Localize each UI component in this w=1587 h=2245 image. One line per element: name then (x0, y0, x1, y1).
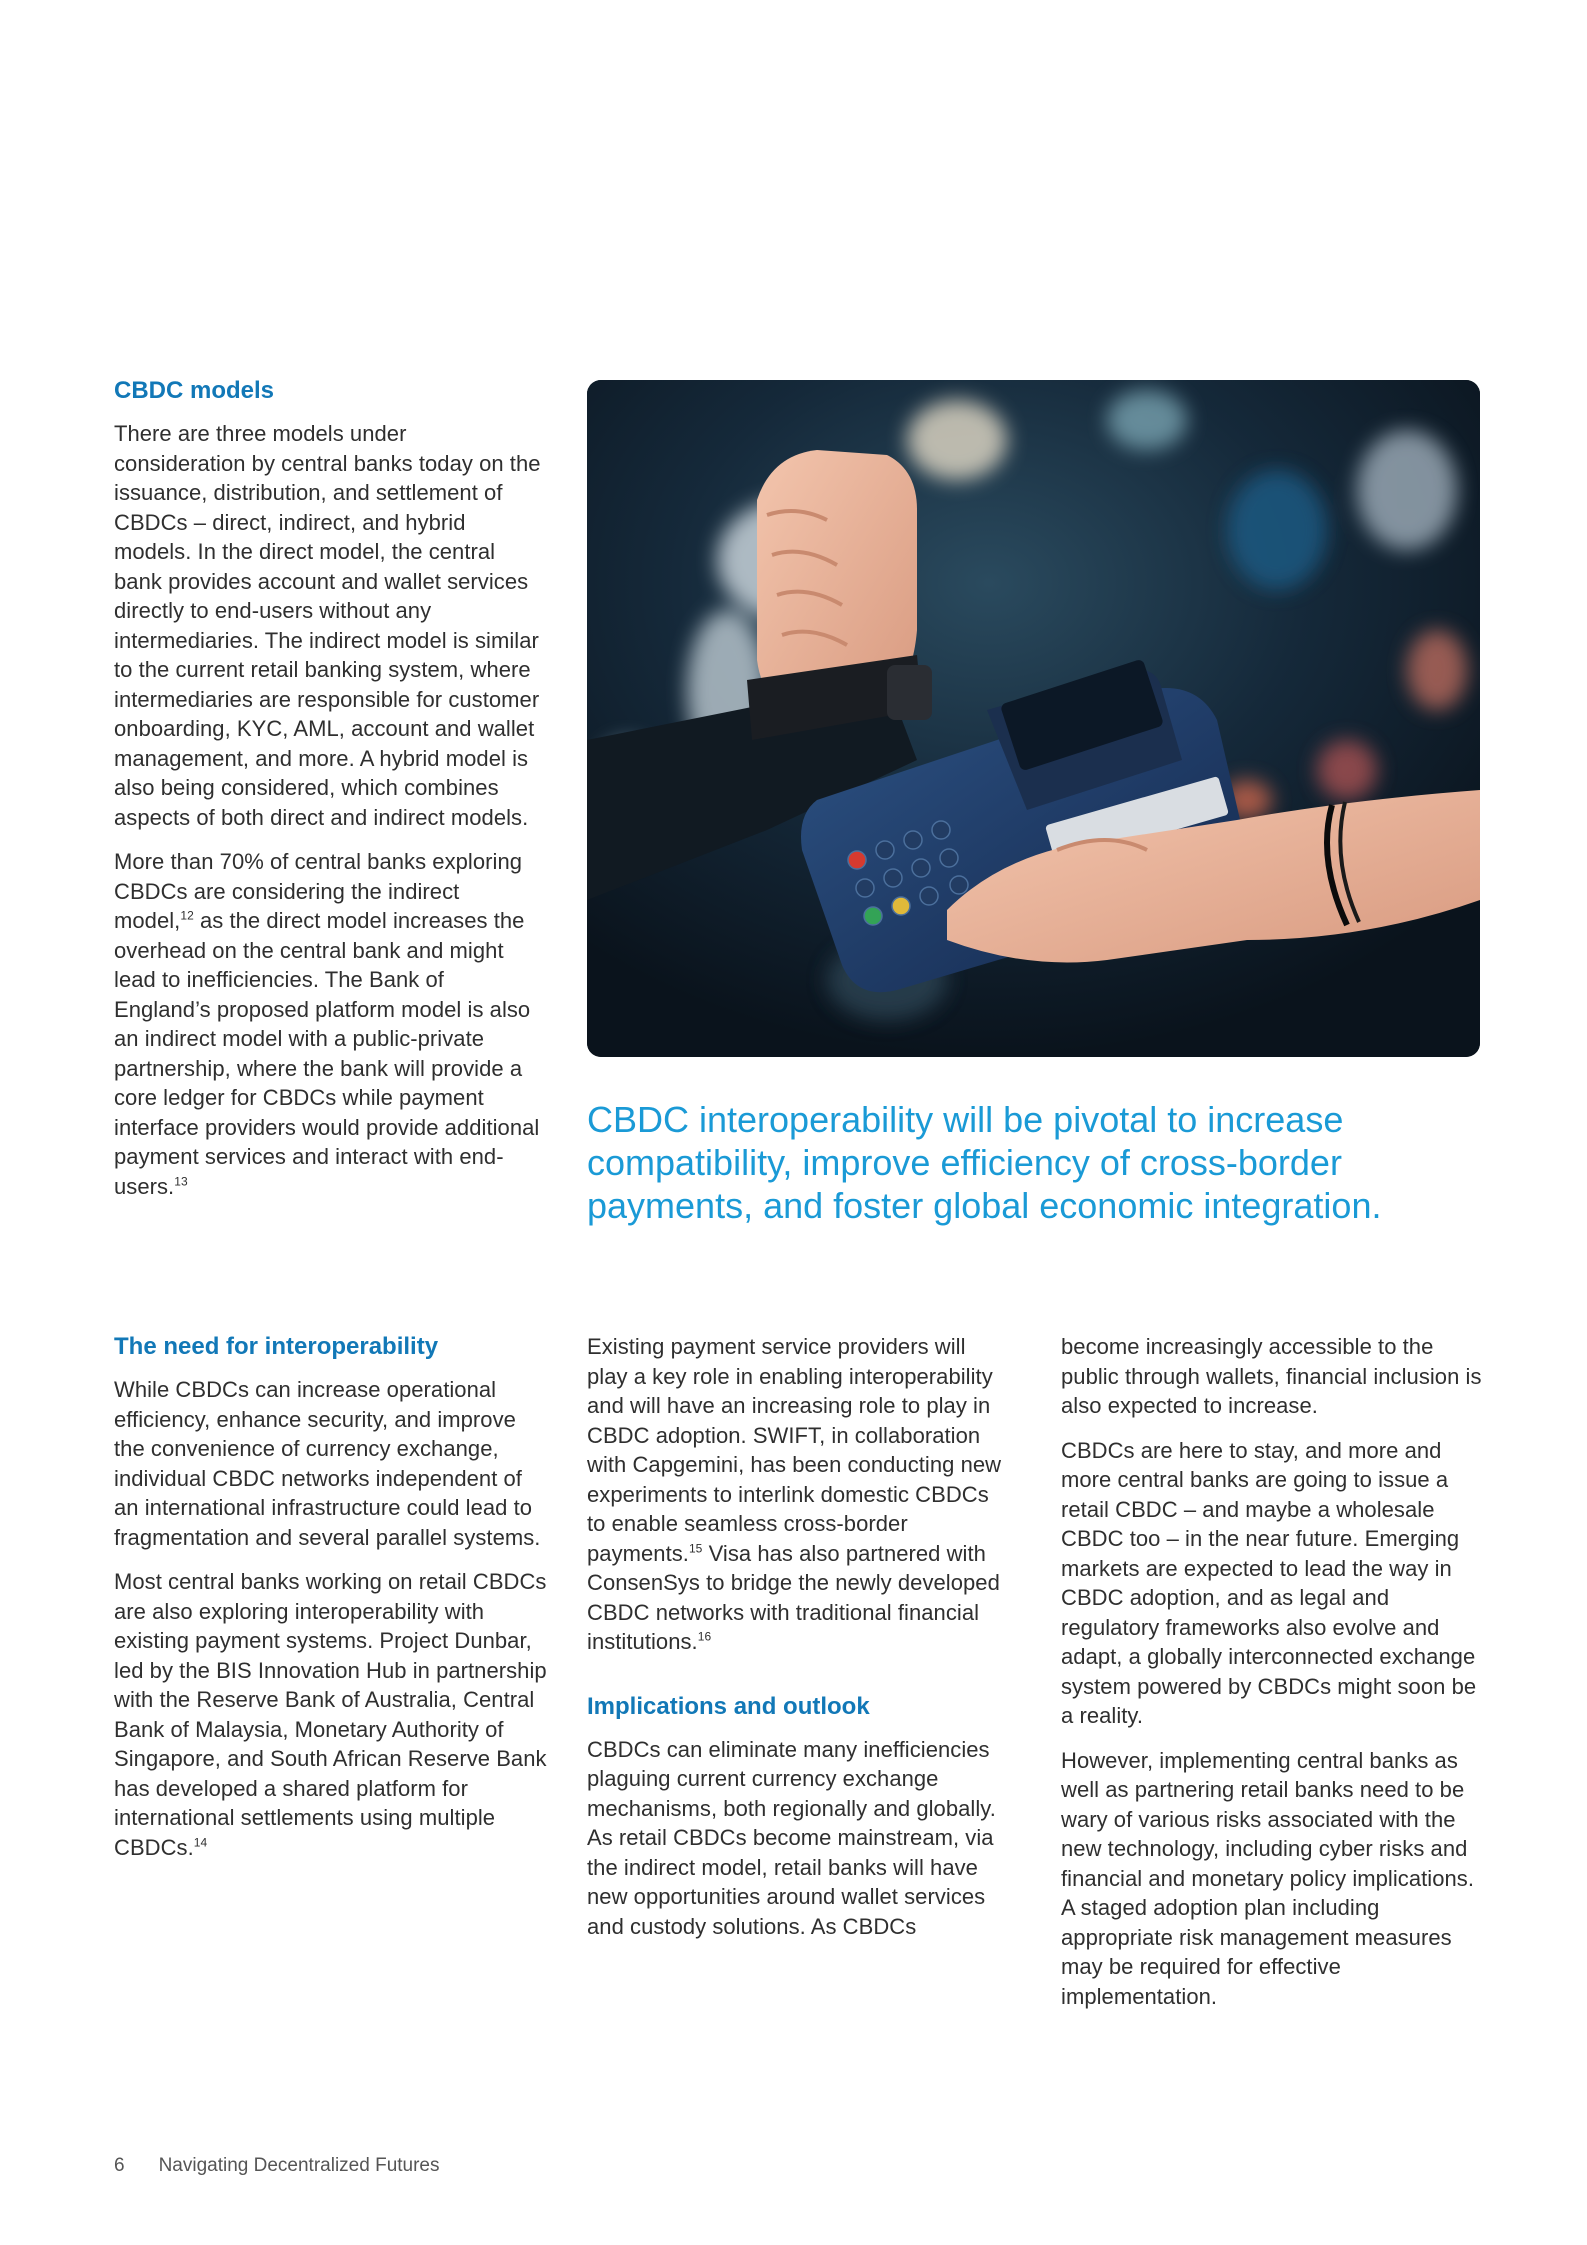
pull-quote: CBDC interoperability will be pivotal to increase compatibility, improve efficiency of cross-border payments, and foster global economic integration. (587, 1099, 1382, 1226)
section-heading-cbdc-models: CBDC models (114, 377, 275, 404)
payment-providers-paragraph: Existing payment service providers will play a key role in enabling interoperability and will have an increasing role to play in CBDC adoption. SWIFT, in collaboration with Capgemini, has been conducting new experiments to interlink domestic CBDCs to enable seamless cross-border payments.$^{15}$ Visa has also partnered with ConsenSys to bridge the newly developed CBDC networks with traditional financial institutions.$^{16}$ (587, 1334, 1002, 1654)
implications-paragraph-3: CBDCs are here to stay, and more and more central banks are going to issue a retail CBDC – and maybe a wholesale CBDC too – in the near future. Emerging markets are expected to lead the way in CBDC adoption, and as legal and regulatory frameworks also evolve and adapt, a globally interconnected exchange system powered by CBDCs might soon be a reality. (1061, 1437, 1477, 1728)
cbdc-models-paragraph-2: More than 70% of central banks exploring CBDCs are considering the indirect model,$^{12}$ as the direct model increases the overhead on the central bank and might lead to inefficiencies. The Bank of England’s proposed platform model is also an indirect model with a public-private partnership, where the bank will provide a core ledger for CBDCs while payment interface providers would provide additional payment services and interact with end-users.$^{13}$ (114, 849, 540, 1199)
right-column (1061, 1332, 1491, 2011)
footnote-ref: 14 (193, 1835, 208, 1850)
document-title: Navigating Decentralized Futures (158, 2155, 440, 2176)
footnote-ref: 13 (174, 1174, 188, 1189)
implications-paragraph-4: However, implementing central banks as well as partnering retail banks need to be wary of various risks associated with the new technology, including cyber risks and financial and monetary policy implications. A staged adoption plan including appropriate risk management measures may be required for effective implementation. (1061, 1747, 1475, 2009)
section-heading-implications: Implications and outlook (587, 1692, 870, 1720)
contactless-smartwatch-payment-illustration (587, 380, 1480, 1057)
middle-column (587, 1332, 1007, 1941)
interoperability-section (114, 1332, 550, 1862)
cbdc-models-section (114, 376, 544, 1201)
interoperability-paragraph-2: Most central banks working on retail CBDCs are also exploring interoperability with existing payment systems. Project Dunbar, led by the BIS Innovation Hub in partnership with the Reserve Bank of Australia, Central Bank of Malaysia, Monetary Authority of Singapore, and South African Reserve Bank has developed a shared platform for international settlements using multiple CBDCs.$^{14}$ (114, 1569, 547, 1860)
footnote-ref: 15 (688, 1541, 703, 1556)
footnote-ref: 12 (180, 908, 194, 923)
section-heading-interoperability: The need for interoperability (114, 1333, 439, 1360)
cbdc-models-paragraph-1: There are three models under consideration by central banks today on the issuance, distribution, and settlement of CBDCs – direct, indirect, and hybrid models. In the direct model, the central bank provides account and wallet services directly to end-users without any intermediaries. The indirect model is similar to the current retail banking system, where intermediaries are responsible for customer onboarding, KYC, AML, account and wallet management, and more. A hybrid model is also being considered, which combines aspects of both direct and indirect models. (114, 421, 541, 830)
footnote-ref: 16 (697, 1629, 712, 1644)
implications-paragraph-2: become increasingly accessible to the public through wallets, financial inclusion is also expected to increase. (1061, 1334, 1482, 1418)
page-number: 6 (114, 2155, 125, 2176)
implications-paragraph-1: CBDCs can eliminate many inefficiencies plaguing current currency exchange mechanisms, both regionally and globally. As retail CBDCs become mainstream, via the indirect model, retail banks will have new opportunities around wallet services and custody solutions. As CBDCs (587, 1736, 996, 1939)
page-footer (114, 2155, 440, 2177)
contactless-payment-photo (587, 380, 1480, 1057)
interoperability-paragraph-1: While CBDCs can increase operational efficiency, enhance security, and improve the convenience of currency exchange, individual CBDC networks independent of an international infrastructure could lead to fragmentation and several parallel systems. (114, 1377, 541, 1550)
